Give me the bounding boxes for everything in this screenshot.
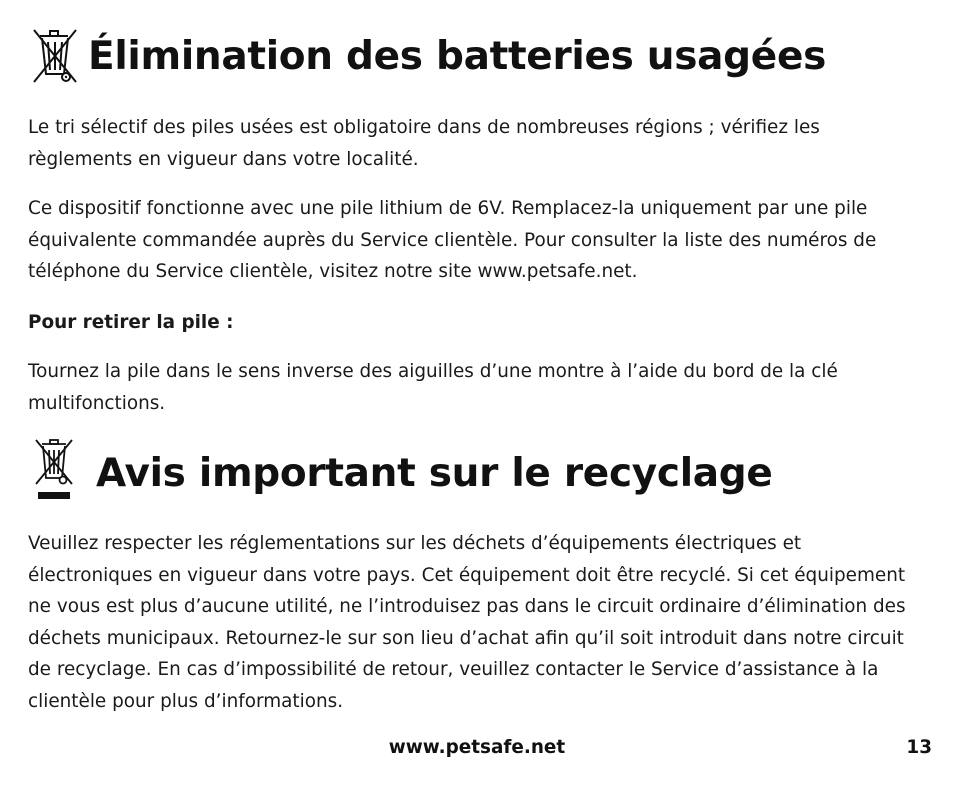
remove-battery-subheading: Pour retirer la pile : [28, 312, 234, 333]
page-title: Élimination des batteries usagées [88, 33, 827, 79]
battery-info-paragraph: Ce dispositif fonctionne avec une pile lithium de 6V. Remplacez-la uniquement par une pile équivalente commandée auprès du Service clientèle. Pour consulter la liste des numéros de téléphone du Service clientèle, visitez notre site www.petsafe.net. [28, 198, 877, 283]
sorting-paragraph: Le tri sélectif des piles usées est obligatoire dans de nombreuses régions ; vérifiez les règlements en vigueur dans votre localité. [28, 117, 820, 170]
section-title: Avis important sur le recyclage [96, 450, 773, 496]
crossed-out-wheeled-bin-icon [28, 26, 82, 86]
recycling-paragraph: Veuillez respecter les réglementations sur les déchets d’équipements électriques et électroniques en vigueur dans votre pays. Cet équipement doit être recyclé. Si cet équipement ne vous est plus d’aucune utilité, ne l’introduisez pas dans le circuit ordinaire d’élimination des déchets municipaux. Retournez-le sur son lieu d’achat afin qu’il soit introduit dans notre circuit de recyclage. En cas d’impossibilité de retour, veuillez contacter le Service d’assistance à la clientèle pour plus d’informations. [28, 533, 906, 712]
battery-disposal-heading [28, 26, 826, 86]
remove-battery-instructions: Tournez la pile dans le sens inverse des aiguilles d’une montre à l’aide du bord de la clé multifonctions. [28, 361, 838, 414]
recycling-heading [28, 436, 773, 496]
weee-crossed-out-bin-icon [28, 436, 82, 496]
page-number: 13 [906, 737, 932, 758]
footer-url: www.petsafe.net [388, 737, 566, 758]
